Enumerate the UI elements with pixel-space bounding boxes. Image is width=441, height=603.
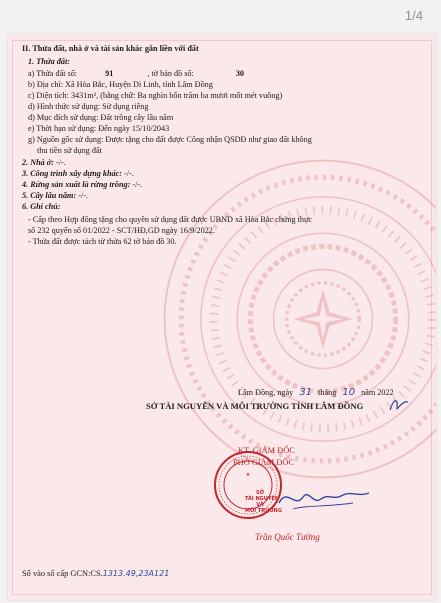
house-label: 2. Nhà ở: <box>22 158 54 167</box>
parcel-prefix: a) Thửa đất số: <box>28 69 78 78</box>
kt-label: KT. GIÁM ĐỐC <box>238 446 295 455</box>
house-value: -/-. <box>53 158 66 167</box>
address-line: b) Địa chỉ: Xã Hòa Bắc, Huyện Di Linh, tỉnh Lâm Đồng <box>28 80 213 89</box>
initial-flourish-icon <box>388 396 410 414</box>
house-line <box>22 158 66 168</box>
land-heading: 1. Thửa đất: <box>28 57 70 66</box>
svg-text:★: ★ <box>245 472 251 478</box>
works-value: -/-. <box>122 169 134 178</box>
works-line <box>22 169 134 179</box>
sign-year: năm 2022 <box>361 388 394 397</box>
stamp-line-2: TÀI NGUYÊN <box>245 496 280 502</box>
month-prefix: tháng <box>318 388 337 397</box>
map-number: 30 <box>235 69 244 78</box>
sign-day: 31 <box>299 387 313 398</box>
section-title: II. Thửa đất, nhà ở và tài sản khác gắn liền với đất <box>22 44 199 53</box>
usage-form-line: d) Hình thức sử dụng: Sử dụng riêng <box>28 102 149 111</box>
signer-name: Trần Quốc Tường <box>255 532 320 542</box>
trees-label: 5. Cây lâu năm: <box>22 191 77 200</box>
usage-purpose-line: đ) Mục đích sử dụng: Đất trồng cây lâu năm <box>28 113 174 122</box>
registry-number-line <box>22 569 169 579</box>
stamp-text <box>245 490 282 514</box>
works-label: 3. Công trình xây dựng khác: <box>22 169 122 178</box>
notes-heading: 6. Ghi chú: <box>22 202 61 211</box>
viewer-toolbar <box>0 0 441 30</box>
notes-line-1: - Cấp theo Hợp đồng tặng cho quyền sử dụng đất được UBND xã Hòa Bắc chứng thực <box>28 215 313 224</box>
usage-term-line: e) Thời hạn sử dụng: Đến ngày 15/10/2043 <box>28 124 170 133</box>
stamp-line-4: MÔI TRƯỜNG <box>245 508 282 514</box>
stamp-line-3: VÀ <box>256 502 264 508</box>
registry-prefix: Số vào sổ cấp GCN:CS. <box>22 569 103 578</box>
registry-handwritten: 1313.49,23A121 <box>102 569 170 578</box>
issuing-authority: SỞ TÀI NGUYÊN VÀ MÔI TRƯỜNG TỈNH LÂM ĐỒNG <box>146 401 364 411</box>
forest-line <box>22 180 142 190</box>
sign-month: 10 <box>342 387 356 398</box>
deputy-director-label: PHÓ GIÁM ĐỐC <box>233 458 294 467</box>
certificate-page <box>8 34 436 600</box>
area-line: c) Diện tích: 3431m², (bằng chữ: Ba nghìn bốn trăm ba mươi mốt mét vuông) <box>28 91 283 100</box>
forest-value: -/-. <box>130 180 143 189</box>
notes-line-2: số 232 quyển số 01/2022 - SCT/HĐ,GD ngày 16/9/2022. <box>28 226 215 235</box>
trees-value: -/-. <box>76 191 88 200</box>
origin-line-cont: thu tiền sử dụng đất <box>37 146 102 155</box>
forest-label: 4. Rừng sản xuất là rừng trồng: <box>22 180 131 189</box>
place-date-prefix: Lâm Đồng, ngày <box>238 388 294 397</box>
notes-line-3: - Thửa đất được tách từ thửa 62 tờ bản đồ 30. <box>28 237 177 246</box>
handwritten-signature-icon <box>273 479 373 519</box>
map-prefix: , tờ bản đồ số: <box>147 69 194 78</box>
parcel-number: 91 <box>105 69 114 78</box>
origin-line: g) Nguồn gốc sử dụng: Được tặng cho đất được Công nhận QSDĐ như giao đất không <box>28 135 312 144</box>
stamp-line-1: SỞ <box>256 490 264 496</box>
page-counter: 1/4 <box>404 8 423 23</box>
parcel-line <box>28 69 244 79</box>
place-date-line <box>238 388 394 398</box>
trees-line <box>22 191 88 201</box>
